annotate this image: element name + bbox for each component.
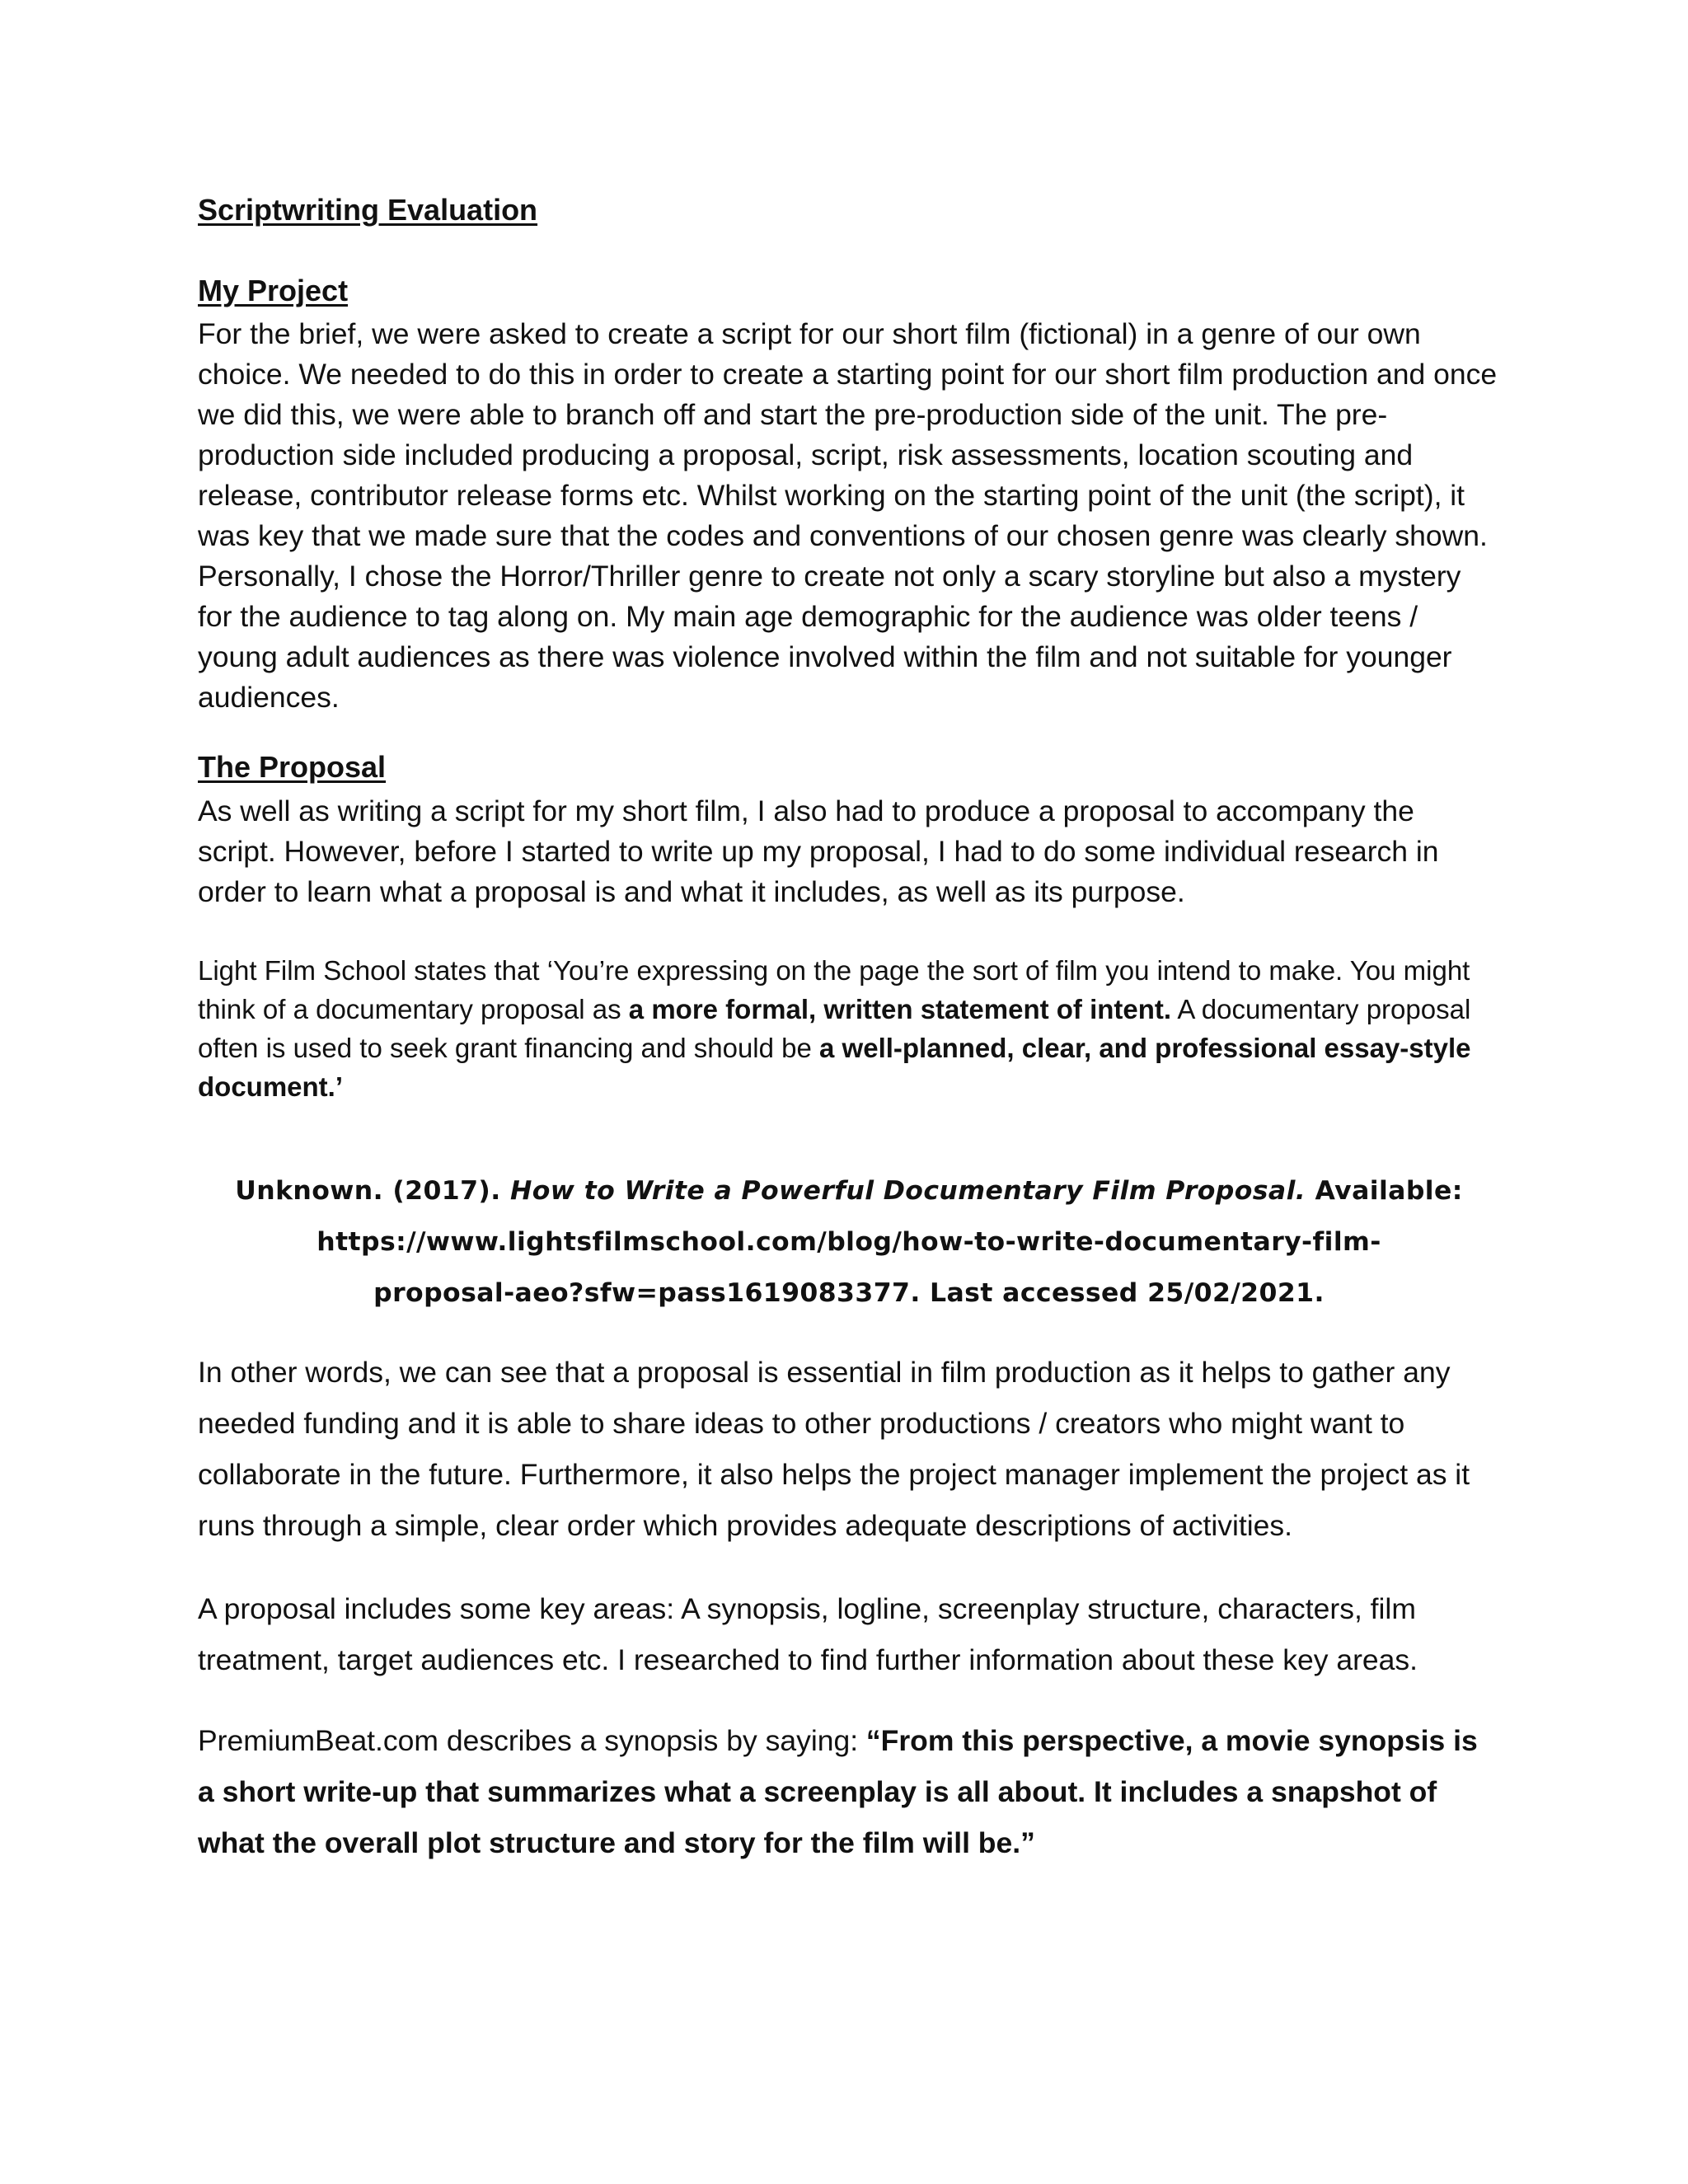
section-heading-my-project: My Project — [198, 274, 349, 307]
proposal-paragraph-2: In other words, we can see that a proposal is essential in film production as it helps to gather any needed funding and it is able to share ideas to other productions / creators who might want to collaborate in the future. Furthermore, it also helps the project manager implement the project as it runs through a simple, clear order which provides adequate descriptions of activities. — [198, 1356, 1470, 1542]
synopsis-intro: PremiumBeat.com describes a synopsis by saying: — [198, 1724, 866, 1757]
synopsis-quote: “From this perspective, a movie synopsis is a short write-up that summarizes what a screenplay is all about. It includes a snapshot of what the overall plot structure and story for the film will be.” — [198, 1724, 1478, 1859]
reference-title: How to Write a Powerful Documentary Film Proposal. — [509, 1176, 1306, 1206]
quote-text-part1: Light Film School states that ‘You’re expressing on the page the sort of film you intend to make. You might think of a documentary proposal as — [198, 955, 1470, 1024]
reference-line-1 — [165, 1165, 1533, 1216]
quote-bold-part2: a well-planned, clear, and professional essay-style document.’ — [198, 1033, 1471, 1102]
reference-citation — [165, 1165, 1533, 1319]
quote-text-part2: A documentary proposal often is used to seek grant financing and should be — [198, 994, 1471, 1063]
proposal-paragraph: As well as writing a script for my short film, I also had to produce a proposal to accompany the script. However, before I started to write up my proposal, I had to do some individual research in order to learn what a proposal is and what it includes, as well as its purpose. — [198, 794, 1439, 908]
reference-author: Unknown. (2017). — [235, 1176, 510, 1206]
reference-url-line-2: proposal-aeo?sfw=pass1619083377. Last accessed 25/02/2021. — [373, 1278, 1325, 1308]
light-film-school-quote — [198, 951, 1500, 1106]
proposal-paragraph-3: A proposal includes some key areas: A synopsis, logline, screenplay structure, characters, film treatment, target audiences etc. I researched to find further information about these key areas. — [198, 1592, 1418, 1676]
synopsis-paragraph — [198, 1715, 1500, 1868]
document-title: Scriptwriting Evaluation — [198, 193, 538, 227]
section-heading-the-proposal: The Proposal — [198, 750, 387, 784]
reference-url-line-1: https://www.lightsfilmschool.com/blog/how-to-write-documentary-film- — [316, 1227, 1381, 1257]
project-paragraph: For the brief, we were asked to create a script for our short film (fictional) in a genre of our own choice. We needed to do this in order to create a starting point for our short film production and once we did this, we were able to branch off and start the pre-production side of the unit. The pre-production side included producing a proposal, script, risk assessments, location scouting and release, contributor release forms etc. Whilst working on the starting point of the unit (the script), it was key that we made sure that the codes and conventions of our chosen genre was clearly shown. Personally, I chose the Horror/Thriller genre to create not only a scary storyline but also a mystery for the audience to tag along on. My main age demographic for the audience was older teens / young adult audiences as there was violence involved within the film and not suitable for younger audiences. — [198, 317, 1498, 714]
reference-available: Available: — [1306, 1176, 1463, 1206]
quote-bold-part1: a more formal, written statement of intent. — [628, 994, 1172, 1024]
